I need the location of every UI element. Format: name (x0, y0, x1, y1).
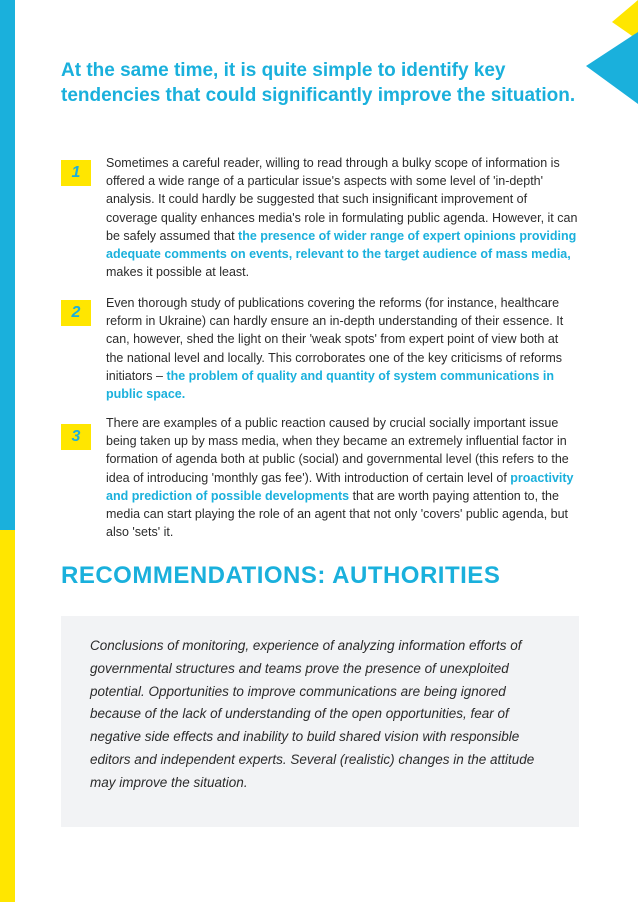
item-number-badge: 3 (61, 424, 91, 450)
item-text-body: Sometimes a careful reader, willing to read through a bulky scope of information is offered a wide range of a particular issue's aspects with some level of 'in-depth' analysis. It could hardly be suggested that such insignificant improvement of coverage quality enhances media's role in formulating public agenda. However, it can be safely assumed that (106, 156, 578, 243)
item-text-tail: that are worth paying attention to, the media can start playing the role of an agent that not only 'covers' public agenda, but also 'sets' it. (106, 488, 569, 540)
item-number-badge: 2 (61, 300, 91, 326)
item-text (106, 154, 578, 281)
callout-text: Conclusions of monitoring, experience of analyzing information efforts of governmental structures and teams prove the presence of unexploited potential. Opportunities to improve communications are being ignored because of the lack of understanding of the open opportunities, fear of negative side effects and inability to build shared vision with responsible editors and independent experts. Several (realistic) changes in the attitude may improve the situation. (90, 638, 535, 790)
corner-decoration (578, 0, 638, 110)
item-text-tail: makes it possible at least. (106, 265, 250, 280)
item-highlight: the presence of wider range of expert opinions providing adequate comments on events, relevant to the target audience of mass media, (106, 228, 577, 262)
item-highlight: proactivity and prediction of possible developments (106, 470, 574, 503)
page-heading: At the same time, it is quite simple to identify key tendencies that could significantly improve the situation. (61, 60, 576, 106)
item-number-badge: 1 (61, 160, 91, 186)
section-title: RECOMMENDATIONS: AUTHORITIES (61, 562, 501, 589)
item-text (106, 414, 578, 541)
callout-box (61, 616, 579, 827)
left-accent-bar-yellow (0, 530, 15, 902)
item-highlight: the problem of quality and quantity of system communications in public space. (106, 368, 554, 402)
blue-triangle (586, 32, 638, 104)
yellow-triangle (612, 0, 638, 40)
item-text-body: Even thorough study of publications covering the reforms (for instance, healthcare reform in Ukraine) can hardly ensure an in-depth understanding of their essence. It can, however, shed the light on their 'weak spots' from expert point of view both at the national level and locally. This corroborates one of the key criticisms of reforms initiators – (106, 296, 564, 383)
item-text-body: There are examples of a public reaction caused by crucial socially important issue being taken up by mass media, when they became an extremely influential factor in formation of agenda both at public (social) and governmental level (this refers to the idea of introducing 'monthly gas fee'). With introduction of certain level of (106, 416, 569, 485)
item-text (106, 294, 578, 403)
left-accent-bar-blue (0, 0, 15, 530)
